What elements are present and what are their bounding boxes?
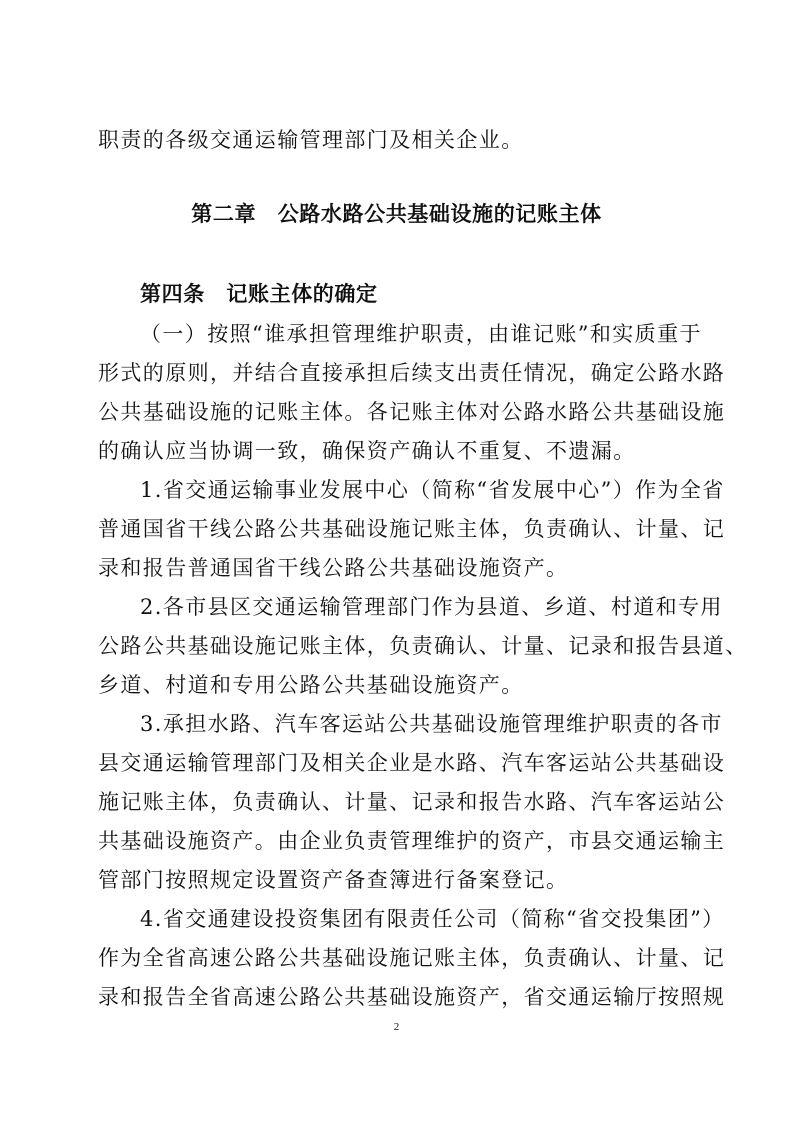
paragraph-line: （一）按照“谁承担管理维护职责，由谁记账”和实质重于 xyxy=(140,322,702,346)
paragraph-line: 的确认应当协调一致，确保资产确认不重复、不遗漏。 xyxy=(98,439,636,463)
paragraph-line: 施记账主体，负责确认、计量、记录和报告水路、汽车客运站公 xyxy=(98,790,726,814)
paragraph-line: 形式的原则，并结合直接承担后续支出责任情况，确定公路水路 xyxy=(98,361,726,385)
paragraph-line: 录和报告全省高速公路公共基础设施资产，省交通运输厅按照规 xyxy=(98,985,726,1009)
paragraph-line: 录和报告普通国省干线公路公共基础设施资产。 xyxy=(98,556,569,580)
paragraph-line: 1.省交通运输事业发展中心（简称“省发展中心”）作为全省 xyxy=(140,478,725,502)
continuation-line: 职责的各级交通运输管理部门及相关企业。 xyxy=(98,128,524,152)
paragraph-line: 4.省交通建设投资集团有限责任公司（简称“省交投集团”） xyxy=(140,907,725,931)
chapter-heading: 第二章 公路水路公共基础设施的记账主体 xyxy=(191,202,602,226)
paragraph-line: 公共基础设施的记账主体。各记账主体对公路水路公共基础设施 xyxy=(98,400,726,424)
article-heading: 第四条 记账主体的确定 xyxy=(140,282,378,306)
paragraph-line: 普通国省干线公路公共基础设施记账主体，负责确认、计量、记 xyxy=(98,517,726,541)
page-number: 2 xyxy=(393,1021,400,1033)
paragraph-line: 2.各市县区交通运输管理部门作为县道、乡道、村道和专用 xyxy=(140,595,723,619)
paragraph-line: 县交通运输管理部门及相关企业是水路、汽车客运站公共基础设 xyxy=(98,751,726,775)
paragraph-line: 3.承担水路、汽车客运站公共基础设施管理维护职责的各市 xyxy=(140,712,723,736)
paragraph-line: 共基础设施资产。由企业负责管理维护的资产，市县交通运输主 xyxy=(98,829,726,853)
paragraph-line: 公路公共基础设施记账主体，负责确认、计量、记录和报告县道、 xyxy=(98,634,748,658)
paragraph-line: 管部门按照规定设置资产备查簿进行备案登记。 xyxy=(98,868,569,892)
paragraph-line: 乡道、村道和专用公路公共基础设施资产。 xyxy=(98,673,524,697)
paragraph-line: 作为全省高速公路公共基础设施记账主体，负责确认、计量、记 xyxy=(98,946,726,970)
